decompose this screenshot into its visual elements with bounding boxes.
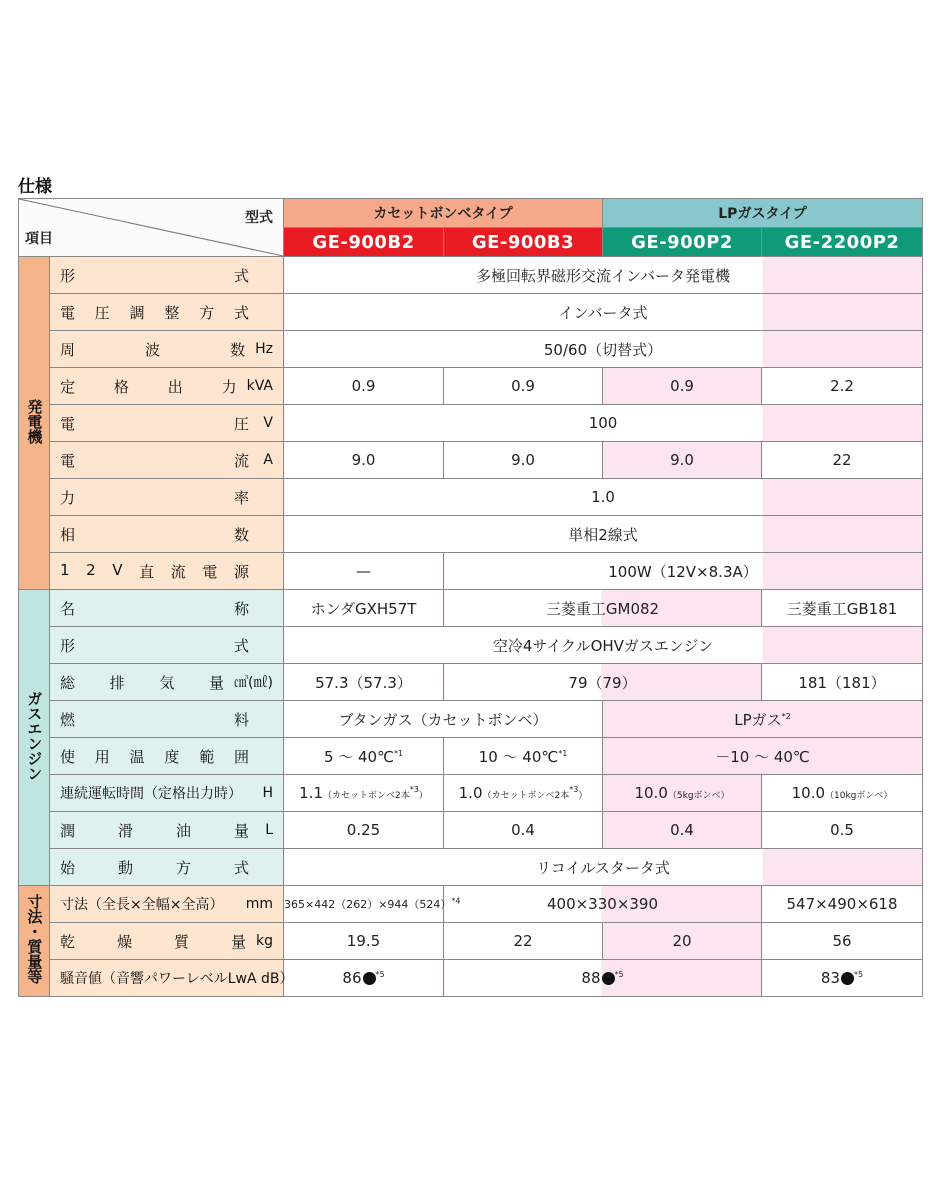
model-ge-2200p2: GE-2200P2	[762, 228, 923, 257]
value-current-2200: 22	[762, 442, 923, 479]
value-weight-2200: 56	[762, 923, 923, 960]
label-power-factor	[50, 479, 284, 516]
group-cassette-header: カセットボンベタイプ	[284, 199, 603, 228]
value-fuel-cassette: ブタンガス（カセットボンベ）	[284, 701, 603, 738]
model-ge-900p2: GE-900P2	[603, 228, 762, 257]
value-rated-output-b3: 0.9	[444, 368, 603, 405]
label-size: 寸法（全長×全幅×全高） mm	[50, 886, 284, 923]
value-engine-form: 空冷4サイクルOHVガスエンジン	[284, 627, 923, 664]
row-phase	[19, 516, 923, 553]
row-run-time	[19, 775, 923, 812]
section-dimensions-label: 寸法・質量等	[25, 894, 44, 985]
value-oil-b2: 0.25	[284, 812, 444, 849]
label-rated-output: 定 格 出 力 kVA	[50, 368, 284, 405]
value-voltage-reg: インバータ式	[284, 294, 923, 331]
value-name-b3-p2: 三菱重工GM082	[444, 590, 762, 627]
label-text: 潤 滑 油 量	[60, 821, 249, 840]
label-run-time: 連続運転時間（定格出力時） H	[50, 775, 284, 812]
label-current: 電 流 A	[50, 442, 284, 479]
label-text: 形 式	[60, 266, 249, 285]
label-text: 電 圧	[60, 414, 249, 433]
value-weight-b2: 19.5	[284, 923, 444, 960]
filled-circle-icon	[602, 972, 615, 985]
section-dimensions	[19, 886, 50, 997]
header-row-groups	[19, 199, 923, 228]
row-power-factor	[19, 479, 923, 516]
value-weight-p2: 20	[603, 923, 762, 960]
value-power-factor: 1.0	[284, 479, 923, 516]
label-text: 1 2 V 直 流 電 源	[60, 560, 249, 581]
section-generator	[19, 257, 50, 590]
label-text: 周 波 数	[60, 340, 246, 359]
label-text: 電 圧 調 整 方 式	[60, 303, 249, 322]
label-text: 形 式	[60, 636, 249, 655]
row-current	[19, 442, 923, 479]
label-fuel	[50, 701, 284, 738]
value-rated-output-b2: 0.9	[284, 368, 444, 405]
label-text: 連続運転時間（定格出力時）	[60, 786, 242, 802]
row-form	[19, 257, 923, 294]
value-form: 多極回転界磁形交流インバータ発電機	[284, 257, 923, 294]
value-current-b3: 9.0	[444, 442, 603, 479]
value-noise-2200: 83 $^{*5}$	[762, 960, 923, 997]
row-rated-output	[19, 368, 923, 405]
row-frequency	[19, 331, 923, 368]
spec-table	[18, 198, 923, 997]
value-frequency: 50/60（切替式）	[284, 331, 923, 368]
value-run-2200: 10.0（10kgボンベ）	[762, 775, 923, 812]
value-noise-b3-p2: 88 $^{*5}$	[444, 960, 762, 997]
row-engine-form	[19, 627, 923, 664]
row-displacement	[19, 664, 923, 701]
label-text: 電 流	[60, 451, 249, 470]
label-text: 燃 料	[60, 710, 249, 729]
filled-circle-icon	[841, 972, 854, 985]
label-voltage-reg	[50, 294, 284, 331]
row-voltage	[19, 405, 923, 442]
label-displacement: 総 排 気 量 ㎤(㎖)	[50, 664, 284, 701]
row-start	[19, 849, 923, 886]
model-ge-900b3: GE-900B3	[444, 228, 603, 257]
label-form	[50, 257, 284, 294]
label-text: 乾 燥 質 量	[60, 932, 246, 951]
label-temp-range	[50, 738, 284, 775]
value-size-b3-p2: 400×330×390	[444, 886, 762, 923]
value-rated-output-2200: 2.2	[762, 368, 923, 405]
label-phase	[50, 516, 284, 553]
label-oil: 潤 滑 油 量 L	[50, 812, 284, 849]
filled-circle-icon	[363, 972, 376, 985]
value-phase: 単相2線式	[284, 516, 923, 553]
row-weight	[19, 923, 923, 960]
value-voltage: 100	[284, 405, 923, 442]
item-header-label: 項目	[25, 231, 53, 247]
value-temp-b3: 10 ～ 40℃$^{*1}$	[444, 738, 603, 775]
value-displacement-b3-p2: 79（79）	[444, 664, 762, 701]
model-header-label: 型式	[245, 210, 273, 226]
value-noise-b2: 86 $^{*5}$	[284, 960, 444, 997]
value-temp-lp: －10 ～ 40℃	[603, 738, 923, 775]
value-size-2200: 547×490×618	[762, 886, 923, 923]
row-dc12v	[19, 553, 923, 590]
value-oil-p2: 0.4	[603, 812, 762, 849]
value-size-b2: $365\times 442(262)\times 944(524)^{*4}$	[284, 886, 444, 923]
value-current-p2: 9.0	[603, 442, 762, 479]
row-name	[19, 590, 923, 627]
model-ge-900b2: GE-900B2	[284, 228, 444, 257]
header-corner	[19, 199, 284, 257]
value-temp-b2: 5 ～ 40℃$^{*1}$	[284, 738, 444, 775]
section-generator-label: 発電機	[25, 398, 44, 444]
value-run-p2: 10.0（5kgボンベ）	[603, 775, 762, 812]
row-oil	[19, 812, 923, 849]
label-text: 寸法（全長×全幅×全高）	[60, 897, 224, 913]
label-text: 名 称	[60, 599, 249, 618]
value-dc12v-others: 100W（12V×8.3A）	[444, 553, 923, 590]
row-size	[19, 886, 923, 923]
label-start	[50, 849, 284, 886]
value-fuel-lp: LPガス$^{*2}$	[603, 701, 923, 738]
value-name-b2: ホンダGXH57T	[284, 590, 444, 627]
label-weight: 乾 燥 質 量 kg	[50, 923, 284, 960]
label-voltage: 電 圧 V	[50, 405, 284, 442]
label-noise	[50, 960, 294, 997]
label-frequency: 周 波 数 Hz	[50, 331, 284, 368]
group-lp-header: LPガスタイプ	[603, 199, 923, 228]
label-text: 相 数	[60, 525, 249, 544]
value-run-b2: 1.1（カセットボンベ2本$^{*3}$）	[284, 775, 444, 812]
section-engine-label: ガスエンジン	[25, 690, 44, 781]
value-oil-b3: 0.4	[444, 812, 603, 849]
value-displacement-2200: 181（181）	[762, 664, 923, 701]
value-name-2200: 三菱重工GB181	[762, 590, 923, 627]
value-oil-2200: 0.5	[762, 812, 923, 849]
value-start: リコイルスタータ式	[284, 849, 923, 886]
page-title: 仕様	[18, 177, 52, 197]
value-dc12v-b2: —	[284, 553, 444, 590]
row-voltage-reg	[19, 294, 923, 331]
section-engine	[19, 590, 50, 886]
label-text: 総 排 気 量	[60, 673, 225, 692]
label-text: 定 格 出 力	[60, 377, 237, 396]
value-weight-b3: 22	[444, 923, 603, 960]
label-text: 始 動 方 式	[60, 858, 249, 877]
value-run-b3: 1.0（カセットボンベ2本$^{*3}$）	[444, 775, 603, 812]
label-text: 力 率	[60, 488, 249, 507]
row-fuel	[19, 701, 923, 738]
label-name	[50, 590, 284, 627]
value-current-b2: 9.0	[284, 442, 444, 479]
diagonal-divider	[19, 199, 283, 256]
label-text: 使 用 温 度 範 囲	[60, 747, 249, 766]
label-engine-form	[50, 627, 284, 664]
value-rated-output-p2: 0.9	[603, 368, 762, 405]
row-noise	[19, 960, 923, 997]
label-text: 騒音値（音響パワーレベルLwA dB）	[60, 971, 294, 987]
value-displacement-b2: 57.3（57.3）	[284, 664, 444, 701]
row-temp-range	[19, 738, 923, 775]
label-dc12v	[50, 553, 284, 590]
